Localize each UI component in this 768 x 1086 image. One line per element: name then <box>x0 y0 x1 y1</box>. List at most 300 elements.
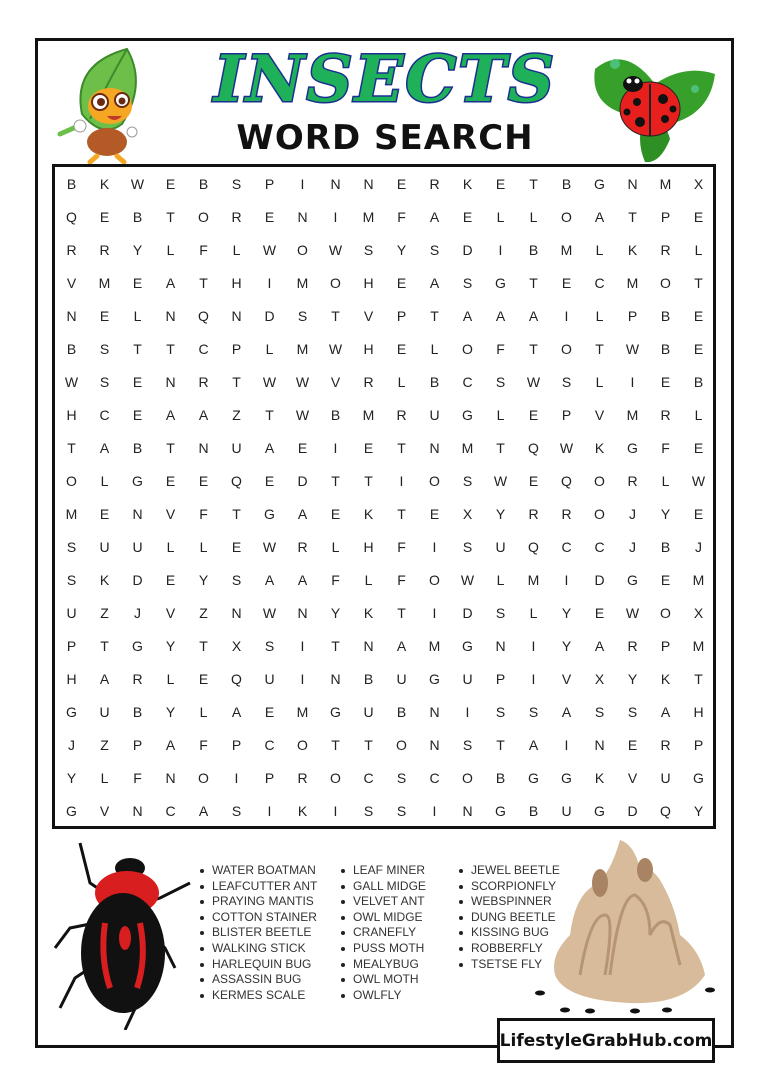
grid-cell[interactable]: T <box>199 274 208 291</box>
grid-cell[interactable]: K <box>297 802 308 819</box>
grid-cell[interactable]: T <box>100 637 109 654</box>
grid-cell[interactable]: B <box>66 340 77 357</box>
grid-cell[interactable]: Q <box>528 538 539 555</box>
grid-cell[interactable]: C <box>429 769 440 786</box>
grid-cell[interactable]: G <box>693 769 704 786</box>
grid-cell[interactable]: K <box>99 571 110 588</box>
grid-cell[interactable]: S <box>495 373 506 390</box>
grid-cell[interactable]: B <box>330 406 341 423</box>
grid-cell[interactable]: I <box>234 769 239 786</box>
grid-cell[interactable]: D <box>627 802 638 819</box>
grid-cell[interactable]: R <box>132 670 143 687</box>
grid-cell[interactable]: W <box>559 439 574 456</box>
grid-cell[interactable]: O <box>198 769 209 786</box>
grid-cell[interactable]: A <box>429 208 440 225</box>
grid-cell[interactable]: S <box>264 637 275 654</box>
grid-cell[interactable]: M <box>296 274 309 291</box>
grid-cell[interactable]: I <box>432 538 437 555</box>
grid-cell[interactable]: N <box>594 736 605 753</box>
grid-cell[interactable]: L <box>199 538 208 555</box>
grid-cell[interactable]: T <box>628 208 637 225</box>
grid-cell[interactable]: V <box>330 373 341 390</box>
grid-cell[interactable]: E <box>594 604 605 621</box>
grid-cell[interactable]: A <box>660 703 671 720</box>
grid-cell[interactable]: T <box>529 274 538 291</box>
grid-cell[interactable]: S <box>495 604 506 621</box>
grid-cell[interactable]: G <box>495 802 506 819</box>
grid-cell[interactable]: V <box>561 670 572 687</box>
grid-cell[interactable]: W <box>295 406 310 423</box>
grid-cell[interactable]: I <box>300 175 305 192</box>
grid-cell[interactable]: Z <box>100 604 109 621</box>
grid-cell[interactable]: H <box>363 538 374 555</box>
grid-cell[interactable]: N <box>198 439 209 456</box>
grid-cell[interactable]: R <box>198 373 209 390</box>
grid-cell[interactable]: M <box>626 406 639 423</box>
grid-cell[interactable]: Q <box>561 472 572 489</box>
grid-cell[interactable]: W <box>262 538 277 555</box>
grid-cell[interactable]: C <box>363 769 374 786</box>
grid-cell[interactable]: N <box>627 175 638 192</box>
grid-cell[interactable]: I <box>531 637 536 654</box>
grid-cell[interactable]: E <box>330 505 341 522</box>
grid-cell[interactable]: E <box>495 175 506 192</box>
grid-cell[interactable]: W <box>295 373 310 390</box>
grid-cell[interactable]: E <box>528 472 539 489</box>
grid-cell[interactable]: R <box>627 472 638 489</box>
grid-cell[interactable]: A <box>264 571 275 588</box>
grid-cell[interactable]: U <box>231 439 242 456</box>
grid-cell[interactable]: M <box>659 175 672 192</box>
grid-cell[interactable]: F <box>397 571 406 588</box>
grid-cell[interactable]: S <box>99 373 110 390</box>
grid-cell[interactable]: C <box>264 736 275 753</box>
grid-cell[interactable]: W <box>625 604 640 621</box>
grid-cell[interactable]: W <box>64 373 79 390</box>
grid-cell[interactable]: E <box>396 175 407 192</box>
grid-cell[interactable]: N <box>297 208 308 225</box>
grid-cell[interactable]: B <box>495 769 506 786</box>
grid-cell[interactable]: R <box>363 373 374 390</box>
grid-cell[interactable]: N <box>429 439 440 456</box>
grid-cell[interactable]: W <box>262 373 277 390</box>
grid-cell[interactable]: X <box>462 505 473 522</box>
grid-cell[interactable]: I <box>267 802 272 819</box>
grid-cell[interactable]: M <box>65 505 78 522</box>
grid-cell[interactable]: U <box>561 802 572 819</box>
grid-cell[interactable]: E <box>693 307 704 324</box>
grid-cell[interactable]: A <box>495 307 506 324</box>
grid-cell[interactable]: S <box>231 571 242 588</box>
grid-cell[interactable]: G <box>495 274 506 291</box>
grid-cell[interactable]: G <box>462 406 473 423</box>
grid-cell[interactable]: Y <box>396 241 407 258</box>
grid-cell[interactable]: Q <box>231 670 242 687</box>
grid-cell[interactable]: O <box>561 340 572 357</box>
grid-cell[interactable]: L <box>496 406 505 423</box>
grid-cell[interactable]: W <box>262 604 277 621</box>
grid-cell[interactable]: N <box>330 670 341 687</box>
grid-cell[interactable]: X <box>594 670 605 687</box>
grid-cell[interactable]: I <box>432 802 437 819</box>
grid-cell[interactable]: E <box>660 571 671 588</box>
grid-cell[interactable]: S <box>495 703 506 720</box>
grid-cell[interactable]: B <box>660 307 671 324</box>
grid-cell[interactable]: T <box>331 472 340 489</box>
grid-cell[interactable]: U <box>66 604 77 621</box>
grid-cell[interactable]: Z <box>100 736 109 753</box>
grid-cell[interactable]: K <box>594 769 605 786</box>
grid-cell[interactable]: L <box>694 241 703 258</box>
grid-cell[interactable]: C <box>462 373 473 390</box>
grid-cell[interactable]: D <box>264 307 275 324</box>
grid-cell[interactable]: M <box>692 571 705 588</box>
grid-cell[interactable]: F <box>661 439 670 456</box>
grid-cell[interactable]: M <box>296 340 309 357</box>
grid-cell[interactable]: A <box>165 736 176 753</box>
grid-cell[interactable]: S <box>462 736 473 753</box>
grid-cell[interactable]: A <box>594 637 605 654</box>
grid-cell[interactable]: N <box>297 604 308 621</box>
grid-cell[interactable]: N <box>495 637 506 654</box>
grid-cell[interactable]: E <box>99 505 110 522</box>
grid-cell[interactable]: N <box>330 175 341 192</box>
grid-cell[interactable]: N <box>231 307 242 324</box>
grid-cell[interactable]: H <box>693 703 704 720</box>
grid-cell[interactable]: Y <box>627 670 638 687</box>
grid-cell[interactable]: G <box>594 802 605 819</box>
grid-cell[interactable]: P <box>264 769 275 786</box>
grid-cell[interactable]: M <box>362 208 375 225</box>
grid-cell[interactable]: Y <box>660 505 671 522</box>
grid-cell[interactable]: R <box>660 241 671 258</box>
grid-cell[interactable]: N <box>66 307 77 324</box>
grid-cell[interactable]: I <box>465 703 470 720</box>
grid-cell[interactable]: J <box>629 538 636 555</box>
grid-cell[interactable]: M <box>428 637 441 654</box>
grid-cell[interactable]: O <box>396 736 407 753</box>
grid-cell[interactable]: Y <box>132 241 143 258</box>
grid-cell[interactable]: A <box>198 802 209 819</box>
grid-cell[interactable]: O <box>561 208 572 225</box>
grid-cell[interactable]: C <box>594 538 605 555</box>
grid-cell[interactable]: B <box>429 373 440 390</box>
grid-cell[interactable]: S <box>462 538 473 555</box>
grid-cell[interactable]: L <box>364 571 373 588</box>
grid-cell[interactable]: P <box>231 736 242 753</box>
grid-cell[interactable]: B <box>660 340 671 357</box>
grid-cell[interactable]: E <box>693 340 704 357</box>
grid-cell[interactable]: E <box>264 703 275 720</box>
grid-cell[interactable]: M <box>362 406 375 423</box>
grid-cell[interactable]: K <box>627 241 638 258</box>
grid-cell[interactable]: A <box>462 307 473 324</box>
grid-cell[interactable]: A <box>264 439 275 456</box>
grid-cell[interactable]: E <box>693 505 704 522</box>
grid-cell[interactable]: V <box>363 307 374 324</box>
grid-cell[interactable]: R <box>396 406 407 423</box>
grid-cell[interactable]: L <box>331 538 340 555</box>
grid-cell[interactable]: F <box>496 340 505 357</box>
grid-cell[interactable]: A <box>198 406 209 423</box>
grid-cell[interactable]: L <box>232 241 241 258</box>
grid-cell[interactable]: U <box>363 703 374 720</box>
grid-cell[interactable]: S <box>231 175 242 192</box>
grid-cell[interactable]: E <box>231 538 242 555</box>
grid-cell[interactable]: B <box>528 241 539 258</box>
grid-cell[interactable]: S <box>363 241 374 258</box>
grid-cell[interactable]: C <box>165 802 176 819</box>
grid-cell[interactable]: G <box>429 670 440 687</box>
grid-cell[interactable]: I <box>300 637 305 654</box>
grid-cell[interactable]: W <box>625 340 640 357</box>
grid-cell[interactable]: T <box>496 736 505 753</box>
grid-cell[interactable]: W <box>262 241 277 258</box>
grid-cell[interactable]: U <box>462 670 473 687</box>
grid-cell[interactable]: S <box>297 307 308 324</box>
grid-cell[interactable]: K <box>462 175 473 192</box>
grid-cell[interactable]: F <box>331 571 340 588</box>
grid-cell[interactable]: E <box>627 736 638 753</box>
grid-cell[interactable]: R <box>297 538 308 555</box>
grid-cell[interactable]: G <box>132 637 143 654</box>
grid-cell[interactable]: I <box>564 736 569 753</box>
grid-cell[interactable]: H <box>363 274 374 291</box>
grid-cell[interactable]: T <box>331 736 340 753</box>
grid-cell[interactable]: E <box>396 274 407 291</box>
grid-cell[interactable]: T <box>232 373 241 390</box>
grid-cell[interactable]: S <box>396 769 407 786</box>
grid-cell[interactable]: I <box>399 472 404 489</box>
grid-cell[interactable]: T <box>529 340 538 357</box>
grid-cell[interactable]: R <box>231 208 242 225</box>
grid-cell[interactable]: Y <box>165 703 176 720</box>
grid-cell[interactable]: O <box>330 769 341 786</box>
grid-cell[interactable]: T <box>232 505 241 522</box>
grid-cell[interactable]: L <box>166 670 175 687</box>
grid-cell[interactable]: U <box>99 703 110 720</box>
grid-cell[interactable]: T <box>199 637 208 654</box>
grid-cell[interactable]: L <box>595 307 604 324</box>
grid-cell[interactable]: G <box>264 505 275 522</box>
grid-cell[interactable]: E <box>462 208 473 225</box>
grid-cell[interactable]: D <box>462 604 473 621</box>
grid-cell[interactable]: S <box>66 571 77 588</box>
grid-cell[interactable]: T <box>364 736 373 753</box>
grid-cell[interactable]: D <box>594 571 605 588</box>
grid-cell[interactable]: U <box>495 538 506 555</box>
grid-cell[interactable]: O <box>198 208 209 225</box>
grid-cell[interactable]: B <box>363 670 374 687</box>
grid-cell[interactable]: M <box>692 637 705 654</box>
grid-cell[interactable]: J <box>695 538 702 555</box>
grid-cell[interactable]: N <box>165 769 176 786</box>
grid-cell[interactable]: W <box>526 373 541 390</box>
grid-cell[interactable]: B <box>66 175 77 192</box>
grid-cell[interactable]: S <box>528 703 539 720</box>
grid-cell[interactable]: O <box>297 241 308 258</box>
grid-cell[interactable]: O <box>660 274 671 291</box>
grid-cell[interactable]: N <box>132 505 143 522</box>
grid-cell[interactable]: U <box>264 670 275 687</box>
grid-cell[interactable]: V <box>594 406 605 423</box>
grid-cell[interactable]: L <box>496 208 505 225</box>
grid-cell[interactable]: Y <box>561 604 572 621</box>
grid-cell[interactable]: V <box>165 505 176 522</box>
grid-cell[interactable]: L <box>100 472 109 489</box>
grid-cell[interactable]: A <box>561 703 572 720</box>
grid-cell[interactable]: T <box>364 472 373 489</box>
grid-cell[interactable]: B <box>561 175 572 192</box>
grid-cell[interactable]: V <box>99 802 110 819</box>
grid-cell[interactable]: E <box>165 472 176 489</box>
grid-cell[interactable]: V <box>165 604 176 621</box>
grid-cell[interactable]: N <box>462 802 473 819</box>
grid-cell[interactable]: L <box>496 571 505 588</box>
grid-cell[interactable]: E <box>363 439 374 456</box>
grid-cell[interactable]: O <box>660 604 671 621</box>
grid-cell[interactable]: A <box>594 208 605 225</box>
grid-cell[interactable]: L <box>265 340 274 357</box>
grid-cell[interactable]: N <box>165 373 176 390</box>
grid-cell[interactable]: Q <box>660 802 671 819</box>
grid-cell[interactable]: Q <box>528 439 539 456</box>
grid-cell[interactable]: U <box>99 538 110 555</box>
grid-cell[interactable]: M <box>560 241 573 258</box>
grid-cell[interactable]: W <box>328 241 343 258</box>
grid-cell[interactable]: N <box>429 703 440 720</box>
grid-cell[interactable]: M <box>461 439 474 456</box>
grid-cell[interactable]: T <box>397 604 406 621</box>
grid-cell[interactable]: N <box>231 604 242 621</box>
grid-cell[interactable]: P <box>627 307 638 324</box>
grid-cell[interactable]: R <box>660 736 671 753</box>
grid-cell[interactable]: S <box>627 703 638 720</box>
grid-cell[interactable]: Y <box>693 802 704 819</box>
grid-cell[interactable]: L <box>430 340 439 357</box>
grid-cell[interactable]: L <box>694 406 703 423</box>
grid-cell[interactable]: E <box>528 406 539 423</box>
grid-cell[interactable]: E <box>429 505 440 522</box>
grid-cell[interactable]: G <box>594 175 605 192</box>
grid-cell[interactable]: S <box>66 538 77 555</box>
grid-cell[interactable]: R <box>99 241 110 258</box>
grid-cell[interactable]: T <box>265 406 274 423</box>
grid-cell[interactable]: X <box>693 604 704 621</box>
grid-cell[interactable]: H <box>363 340 374 357</box>
grid-cell[interactable]: I <box>300 670 305 687</box>
grid-cell[interactable]: G <box>528 769 539 786</box>
grid-cell[interactable]: L <box>397 373 406 390</box>
grid-cell[interactable]: B <box>132 439 143 456</box>
grid-cell[interactable]: Y <box>198 571 209 588</box>
grid-cell[interactable]: A <box>99 439 110 456</box>
grid-cell[interactable]: K <box>363 505 374 522</box>
grid-cell[interactable]: Y <box>165 637 176 654</box>
grid-cell[interactable]: F <box>397 538 406 555</box>
grid-cell[interactable]: P <box>66 637 77 654</box>
grid-cell[interactable]: I <box>432 604 437 621</box>
grid-cell[interactable]: L <box>100 769 109 786</box>
grid-cell[interactable]: T <box>694 670 703 687</box>
grid-cell[interactable]: H <box>66 670 77 687</box>
grid-cell[interactable]: P <box>231 340 242 357</box>
grid-cell[interactable]: L <box>529 208 538 225</box>
grid-cell[interactable]: M <box>296 703 309 720</box>
grid-cell[interactable]: S <box>231 802 242 819</box>
grid-cell[interactable]: T <box>397 505 406 522</box>
grid-cell[interactable]: C <box>594 274 605 291</box>
grid-cell[interactable]: I <box>333 802 338 819</box>
grid-cell[interactable]: P <box>264 175 275 192</box>
grid-cell[interactable]: B <box>396 703 407 720</box>
grid-cell[interactable]: R <box>627 637 638 654</box>
grid-cell[interactable]: A <box>165 406 176 423</box>
grid-cell[interactable]: J <box>134 604 141 621</box>
grid-cell[interactable]: U <box>660 769 671 786</box>
grid-cell[interactable]: T <box>133 340 142 357</box>
grid-cell[interactable]: L <box>595 373 604 390</box>
grid-cell[interactable]: N <box>363 637 374 654</box>
grid-cell[interactable]: B <box>660 538 671 555</box>
grid-cell[interactable]: F <box>199 736 208 753</box>
grid-cell[interactable]: E <box>264 208 275 225</box>
grid-cell[interactable]: Q <box>198 307 209 324</box>
grid-cell[interactable]: O <box>594 505 605 522</box>
grid-cell[interactable]: P <box>396 307 407 324</box>
grid-cell[interactable]: D <box>132 571 143 588</box>
grid-cell[interactable]: E <box>264 472 275 489</box>
grid-cell[interactable]: T <box>430 307 439 324</box>
grid-cell[interactable]: G <box>66 802 77 819</box>
grid-cell[interactable]: G <box>66 703 77 720</box>
grid-cell[interactable]: G <box>330 703 341 720</box>
grid-cell[interactable]: I <box>630 373 635 390</box>
grid-cell[interactable]: I <box>333 439 338 456</box>
grid-cell[interactable]: S <box>396 802 407 819</box>
grid-cell[interactable]: O <box>297 736 308 753</box>
grid-cell[interactable]: K <box>594 439 605 456</box>
grid-cell[interactable]: U <box>429 406 440 423</box>
grid-cell[interactable]: W <box>493 472 508 489</box>
grid-cell[interactable]: N <box>132 802 143 819</box>
grid-cell[interactable]: Y <box>561 637 572 654</box>
grid-cell[interactable]: A <box>297 571 308 588</box>
grid-cell[interactable]: A <box>528 307 539 324</box>
grid-cell[interactable]: P <box>660 637 671 654</box>
grid-cell[interactable]: X <box>693 175 704 192</box>
grid-cell[interactable]: B <box>132 208 143 225</box>
grid-cell[interactable]: R <box>561 505 572 522</box>
grid-cell[interactable]: T <box>529 175 538 192</box>
grid-cell[interactable]: E <box>198 472 209 489</box>
grid-cell[interactable]: L <box>661 472 670 489</box>
grid-cell[interactable]: O <box>594 472 605 489</box>
grid-cell[interactable]: R <box>528 505 539 522</box>
grid-cell[interactable]: J <box>629 505 636 522</box>
grid-cell[interactable]: M <box>626 274 639 291</box>
grid-cell[interactable]: Q <box>231 472 242 489</box>
grid-cell[interactable]: S <box>594 703 605 720</box>
grid-cell[interactable]: E <box>132 373 143 390</box>
grid-cell[interactable]: W <box>130 175 145 192</box>
grid-cell[interactable]: O <box>462 769 473 786</box>
grid-cell[interactable]: T <box>166 439 175 456</box>
grid-cell[interactable]: O <box>330 274 341 291</box>
grid-cell[interactable]: P <box>495 670 506 687</box>
grid-cell[interactable]: E <box>132 274 143 291</box>
grid-cell[interactable]: C <box>561 538 572 555</box>
